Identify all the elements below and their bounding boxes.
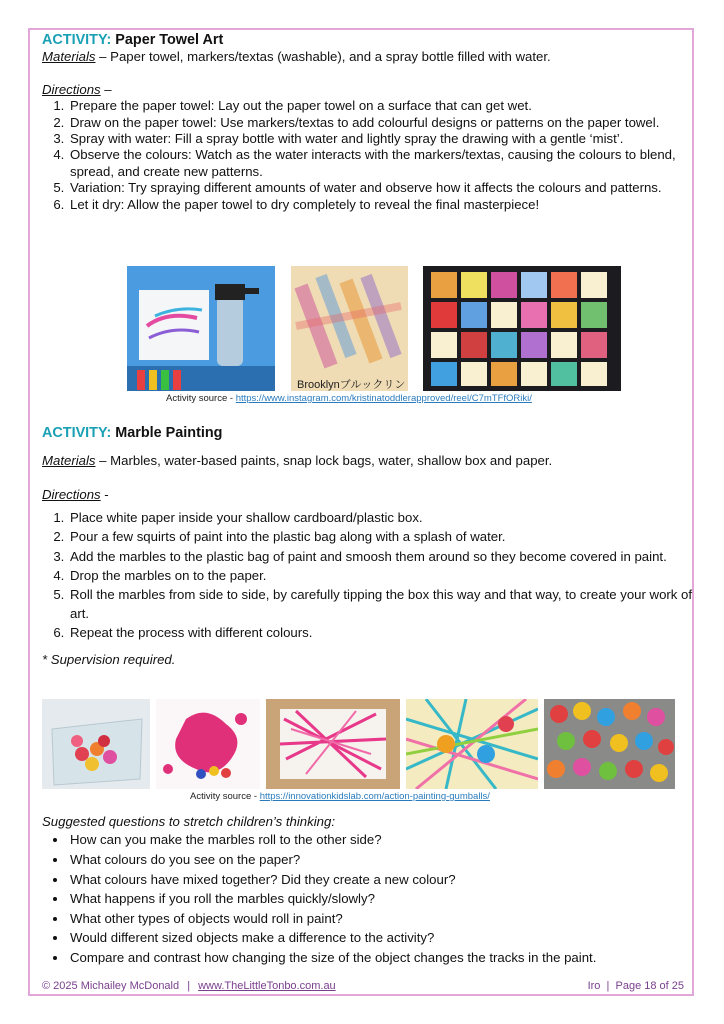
activity-keyword: ACTIVITY: (42, 425, 112, 441)
website-link[interactable]: www.TheLittleTonbo.com.au (198, 980, 336, 992)
photo-artwork-display (423, 266, 621, 391)
activity-keyword: ACTIVITY: (42, 32, 112, 48)
activity-paper-towel-art (42, 32, 692, 213)
list-item: 1. Prepare the paper towel: Lay out the paper towel on a surface that can get wet. (68, 98, 700, 114)
photo-marbles-in-bag (42, 699, 150, 789)
photo-caption: Brooklynブルックリン (297, 379, 406, 391)
source-link[interactable]: https://www.instagram.com/kristinatoddlerapproved/reel/C7mTFfORiki/ (235, 393, 532, 404)
photo-colourful-gumballs (544, 699, 675, 789)
materials-label: Materials (42, 49, 96, 65)
activity-title (42, 425, 692, 441)
activity-source: Activity source - https://innovationkidslab.com/action-painting-gumballs/ (190, 791, 490, 802)
list-item: 3. Spray with water: Fill a spray bottle with water and lightly spray the drawing with a gentle ‘mist’. (68, 131, 700, 147)
photo-marble-tracks-box (266, 699, 400, 789)
materials-text: – Paper towel, markers/textas (washable), and a spray bottle filled with water. (95, 49, 551, 65)
list-item: 4. Observe the colours: Watch as the water interacts with the markers/textas, causing the colours to blend, spread, and create new patterns. (68, 147, 700, 180)
materials-text: – Marbles, water-based paints, snap lock bags, water, shallow box and paper. (95, 453, 553, 469)
list-item: 3. Add the marbles to the plastic bag of paint and smoosh them around so they become covered in paint. (68, 547, 708, 566)
materials-line (42, 453, 692, 469)
source-link[interactable]: https://innovationkidslab.com/action-painting-gumballs/ (259, 791, 490, 802)
directions-list (42, 508, 708, 642)
list-item: 6. Repeat the process with different colours. (68, 623, 708, 642)
photo-paper-towel-colours (291, 266, 408, 391)
activity-marble-painting (42, 425, 692, 668)
materials-label: Materials (42, 453, 96, 469)
list-item: 6. Let it dry: Allow the paper towel to dry completely to reveal the final masterpiece! (68, 197, 700, 213)
materials-line (42, 49, 692, 65)
footer-left: © 2025 Michailey McDonald | www.TheLittleTonbo.com.au (42, 980, 336, 992)
directions-heading: Directions – (42, 81, 112, 97)
directions-heading: Directions - (42, 486, 109, 502)
list-item: 2. Draw on the paper towel: Use markers/textas to add colourful designs or patterns on the paper towel. (68, 115, 700, 131)
activity-name: Paper Towel Art (115, 32, 224, 48)
photo-spray-bottle (127, 266, 275, 391)
list-item: • What other types of objects would roll in paint? (68, 909, 708, 929)
list-item: • How can you make the marbles roll to the other side? (68, 830, 708, 850)
copyright-text: © 2025 Michailey McDonald (42, 980, 180, 992)
page-footer (42, 980, 684, 992)
photo-pink-splat (156, 699, 260, 789)
questions-heading: Suggested questions to stretch children’s thinking: (42, 814, 335, 829)
list-item: 5. Variation: Try spraying different amounts of water and observe how it affects the colours and patterns. (68, 180, 700, 196)
activity-source: Activity source - https://www.instagram.com/kristinatoddlerapproved/reel/C7mTFfORiki/ (166, 393, 532, 404)
directions-list (42, 98, 700, 213)
activity-title (42, 32, 692, 48)
photo-gumball-paint-lines (406, 699, 538, 789)
list-item: • What colours have mixed together? Did they create a new colour? (68, 870, 708, 890)
list-item: 2. Pour a few squirts of paint into the plastic bag along with a splash of water. (68, 527, 708, 546)
list-item: • Compare and contrast how changing the size of the object changes the tracks in the paint. (68, 948, 708, 968)
list-item: • What colours do you see on the paper? (68, 850, 708, 870)
list-item: • Would different sized objects make a difference to the activity? (68, 928, 708, 948)
list-item: 4. Drop the marbles on to the paper. (68, 566, 708, 585)
directions-label: Directions (42, 486, 101, 502)
list-item: 1. Place white paper inside your shallow cardboard/plastic box. (68, 508, 708, 527)
directions-label: Directions (42, 81, 101, 97)
page-number: Iro | Page 18 of 25 (587, 980, 684, 992)
supervision-note: * Supervision required. (42, 651, 176, 667)
suggested-questions (42, 814, 692, 968)
list-item: 5. Roll the marbles from side to side, by carefully tipping the box this way and that way, to create your work of art. (68, 585, 708, 623)
questions-list (42, 830, 708, 967)
activity-name: Marble Painting (115, 425, 223, 441)
list-item: • What happens if you roll the marbles quickly/slowly? (68, 889, 708, 909)
